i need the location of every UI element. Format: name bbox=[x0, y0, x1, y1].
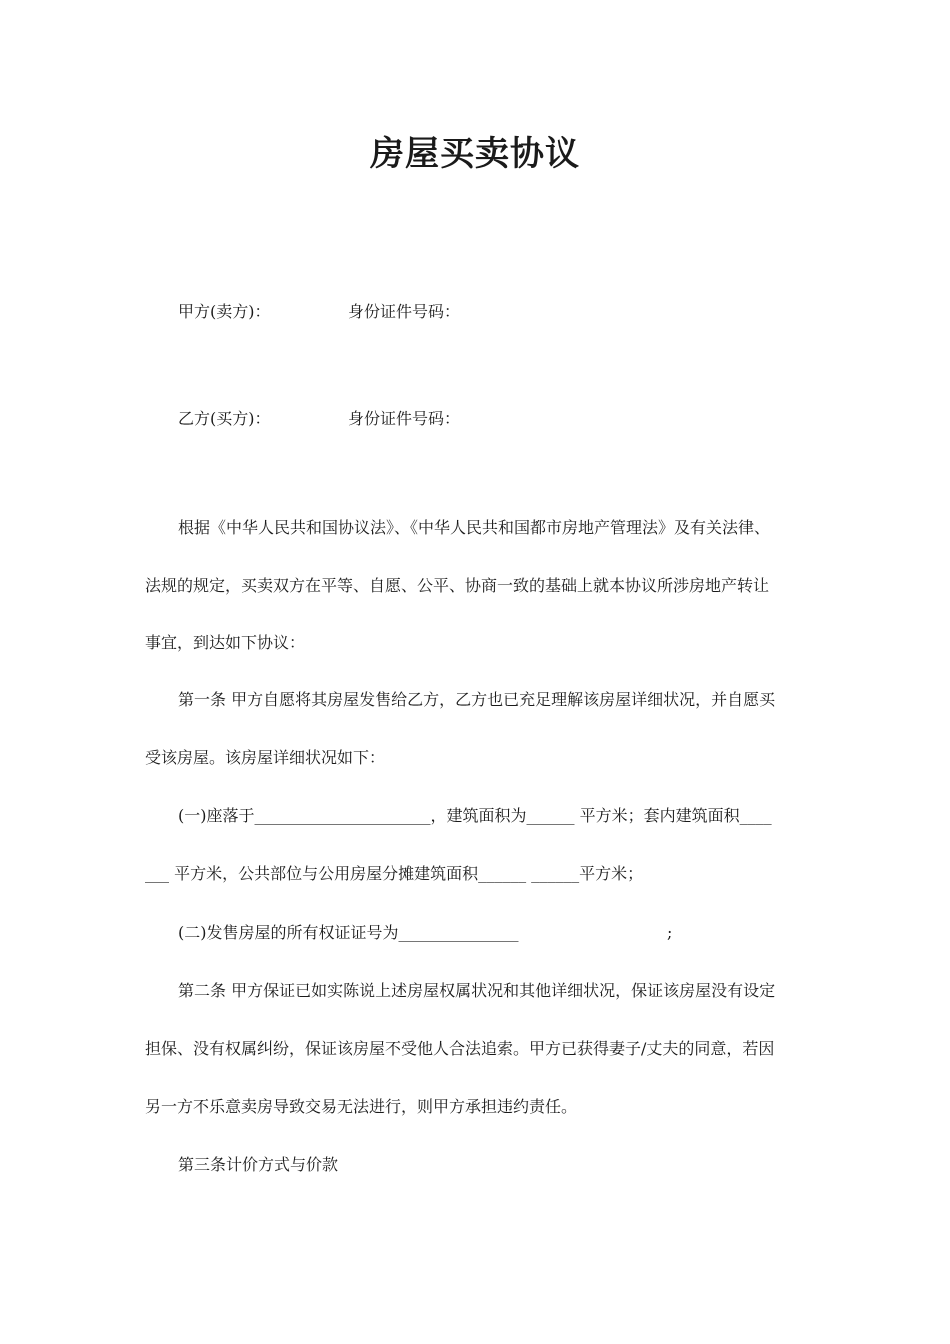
party-b-label: 乙方(买方)： bbox=[178, 409, 271, 428]
item1-line-2: ___ 平方米，公共部位与公用房屋分摊建筑面积______ ______平方米； bbox=[145, 864, 644, 883]
item2-line: (二)发售房屋的所有权证证号为_______________ bbox=[178, 923, 519, 942]
article2-line-2: 担保、没有权属纠纷，保证该房屋不受他人合法追索。甲方已获得妻子/丈夫的同意，若因 bbox=[145, 1039, 775, 1058]
item2-end: ; bbox=[667, 923, 673, 942]
article1-line-1: 第一条 甲方自愿将其房屋发售给乙方，乙方也已充足理解该房屋详细状况，并自愿买 bbox=[178, 690, 776, 709]
party-b-id-label: 身份证件号码： bbox=[348, 409, 461, 428]
party-a-label: 甲方(卖方)： bbox=[178, 302, 271, 321]
party-a-id-label: 身份证件号码： bbox=[348, 302, 461, 321]
item1-line-1: (一)座落于______________________，建筑面积为______ 平方米；套内建筑面积____ bbox=[178, 806, 772, 825]
article1-line-2: 受该房屋。该房屋详细状况如下： bbox=[145, 748, 386, 767]
preamble-line-1: 根据《中华人民共和国协议法》、《中华人民共和国都市房地产管理法》及有关法律、 bbox=[178, 518, 771, 537]
preamble-line-2: 法规的规定，买卖双方在平等、自愿、公平、协商一致的基础上就本协议所涉房地产转让 bbox=[145, 576, 770, 595]
article2-line-3: 另一方不乐意卖房导致交易无法进行，则甲方承担违约责任。 bbox=[145, 1097, 578, 1116]
document-title: 房屋买卖协议 bbox=[370, 134, 580, 174]
article2-line-1: 第二条 甲方保证已如实陈说上述房屋权属状况和其他详细状况，保证该房屋没有设定 bbox=[178, 981, 776, 1000]
preamble-line-3: 事宜，到达如下协议： bbox=[145, 633, 306, 652]
article3-heading: 第三条计价方式与价款 bbox=[178, 1155, 339, 1174]
